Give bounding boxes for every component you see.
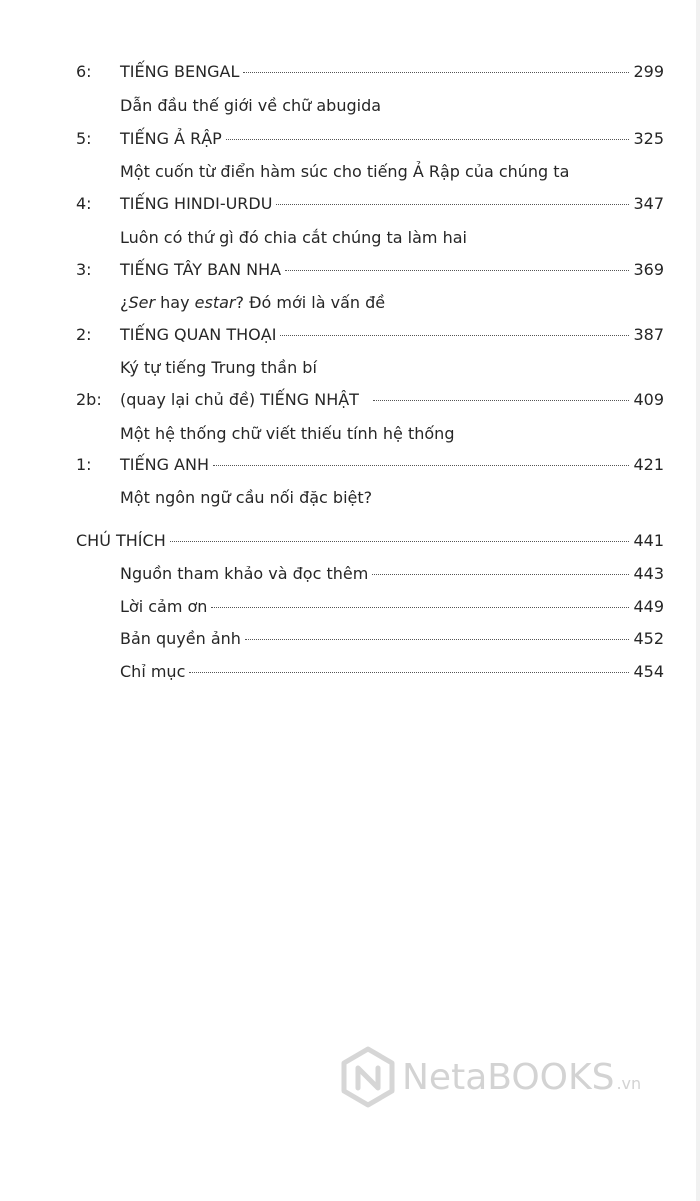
chapter-subtitle: Một hệ thống chữ viết thiếu tính hệ thống	[120, 424, 455, 443]
page-number: 421	[633, 455, 664, 474]
dot-leader	[280, 335, 629, 336]
page-number: 369	[633, 260, 664, 279]
page-number: 454	[633, 662, 664, 681]
dot-leader	[211, 607, 629, 608]
chapter-number: 4:	[76, 194, 92, 213]
page-number: 347	[633, 194, 664, 213]
chapter-subtitle	[120, 293, 385, 313]
page-number: 325	[633, 129, 664, 148]
chapter-title: TIẾNG HINDI-URDU	[120, 194, 273, 213]
dot-leader	[285, 270, 629, 271]
subtitle-text: hay	[155, 293, 195, 312]
chapter-subtitle: Ký tự tiếng Trung thần bí	[120, 358, 317, 377]
toc-entry-index[interactable]	[120, 662, 664, 684]
chapter-title: TIẾNG ANH	[120, 455, 209, 474]
page-number: 387	[633, 325, 664, 344]
page-number: 441	[633, 531, 664, 550]
chapter-subtitle: Dẫn đầu thế giới về chữ abugida	[120, 96, 382, 115]
page-number: 409	[633, 390, 664, 409]
toc-entry-chapter-2b[interactable]	[76, 390, 664, 412]
chapter-number: 6:	[76, 62, 92, 81]
subtitle-text: ¿	[120, 293, 129, 312]
chapter-number: 2:	[76, 325, 92, 344]
chapter-title: TIẾNG Ả RẬP	[120, 129, 222, 148]
subtitle-italic-estar: estar	[194, 293, 236, 312]
dot-leader	[226, 139, 630, 140]
chapter-number: 2b:	[76, 390, 102, 409]
subtitle-text: ? Đó mới là vấn đề	[235, 293, 386, 312]
chapter-subtitle: Luôn có thứ gì đó chia cắt chúng ta làm hai	[120, 228, 467, 247]
chapter-number: 5:	[76, 129, 92, 148]
page-number: 452	[633, 629, 664, 648]
toc-entry-chapter-2[interactable]	[76, 325, 664, 347]
chapter-number: 3:	[76, 260, 92, 279]
toc-entry-notes[interactable]	[76, 531, 664, 553]
toc-entry-chapter-1[interactable]	[76, 455, 664, 477]
chapter-title: TIẾNG BENGAL	[120, 62, 240, 81]
watermark	[340, 1046, 641, 1108]
toc-entry-image-credits[interactable]	[120, 629, 664, 651]
chapter-number: 1:	[76, 455, 92, 474]
toc-entry-references[interactable]	[120, 564, 664, 586]
toc-entry-chapter-6[interactable]	[76, 62, 664, 84]
chapter-subtitle: Một cuốn từ điển hàm súc cho tiếng Ả Rập của chúng ta	[120, 162, 570, 181]
chapter-subtitle: Một ngôn ngữ cầu nối đặc biệt?	[120, 488, 373, 507]
dot-leader	[276, 204, 629, 205]
netabooks-logo-icon	[340, 1046, 396, 1108]
toc-entry-chapter-5[interactable]	[76, 129, 664, 151]
page-number: 443	[633, 564, 664, 583]
section-title: Bản quyền ảnh	[120, 629, 241, 648]
dot-leader	[373, 400, 630, 401]
dot-leader	[189, 672, 629, 673]
dot-leader	[372, 574, 629, 575]
chapter-title: (quay lại chủ đề) TIẾNG NHẬT	[120, 390, 359, 409]
section-title: Chỉ mục	[120, 662, 186, 681]
dot-leader	[245, 639, 630, 640]
chapter-title: TIẾNG QUAN THOẠI	[120, 325, 277, 344]
dot-leader	[170, 541, 630, 542]
page-edge-shadow	[696, 0, 700, 1201]
section-title: Lời cảm ơn	[120, 597, 208, 616]
watermark-suffix: .vn	[616, 1073, 642, 1093]
dot-leader	[243, 72, 629, 73]
subtitle-italic-ser: Ser	[128, 293, 156, 312]
toc-entry-acknowledgements[interactable]	[120, 597, 664, 619]
dot-leader	[213, 465, 629, 466]
page-number: 449	[633, 597, 664, 616]
toc-entry-chapter-4[interactable]	[76, 194, 664, 216]
watermark-brand: NetaBOOKS	[402, 1056, 615, 1098]
toc-entry-chapter-3[interactable]	[76, 260, 664, 282]
section-title: Nguồn tham khảo và đọc thêm	[120, 564, 369, 583]
page-number: 299	[633, 62, 664, 81]
section-title: CHÚ THÍCH	[76, 531, 166, 550]
chapter-title: TIẾNG TÂY BAN NHA	[120, 260, 282, 279]
